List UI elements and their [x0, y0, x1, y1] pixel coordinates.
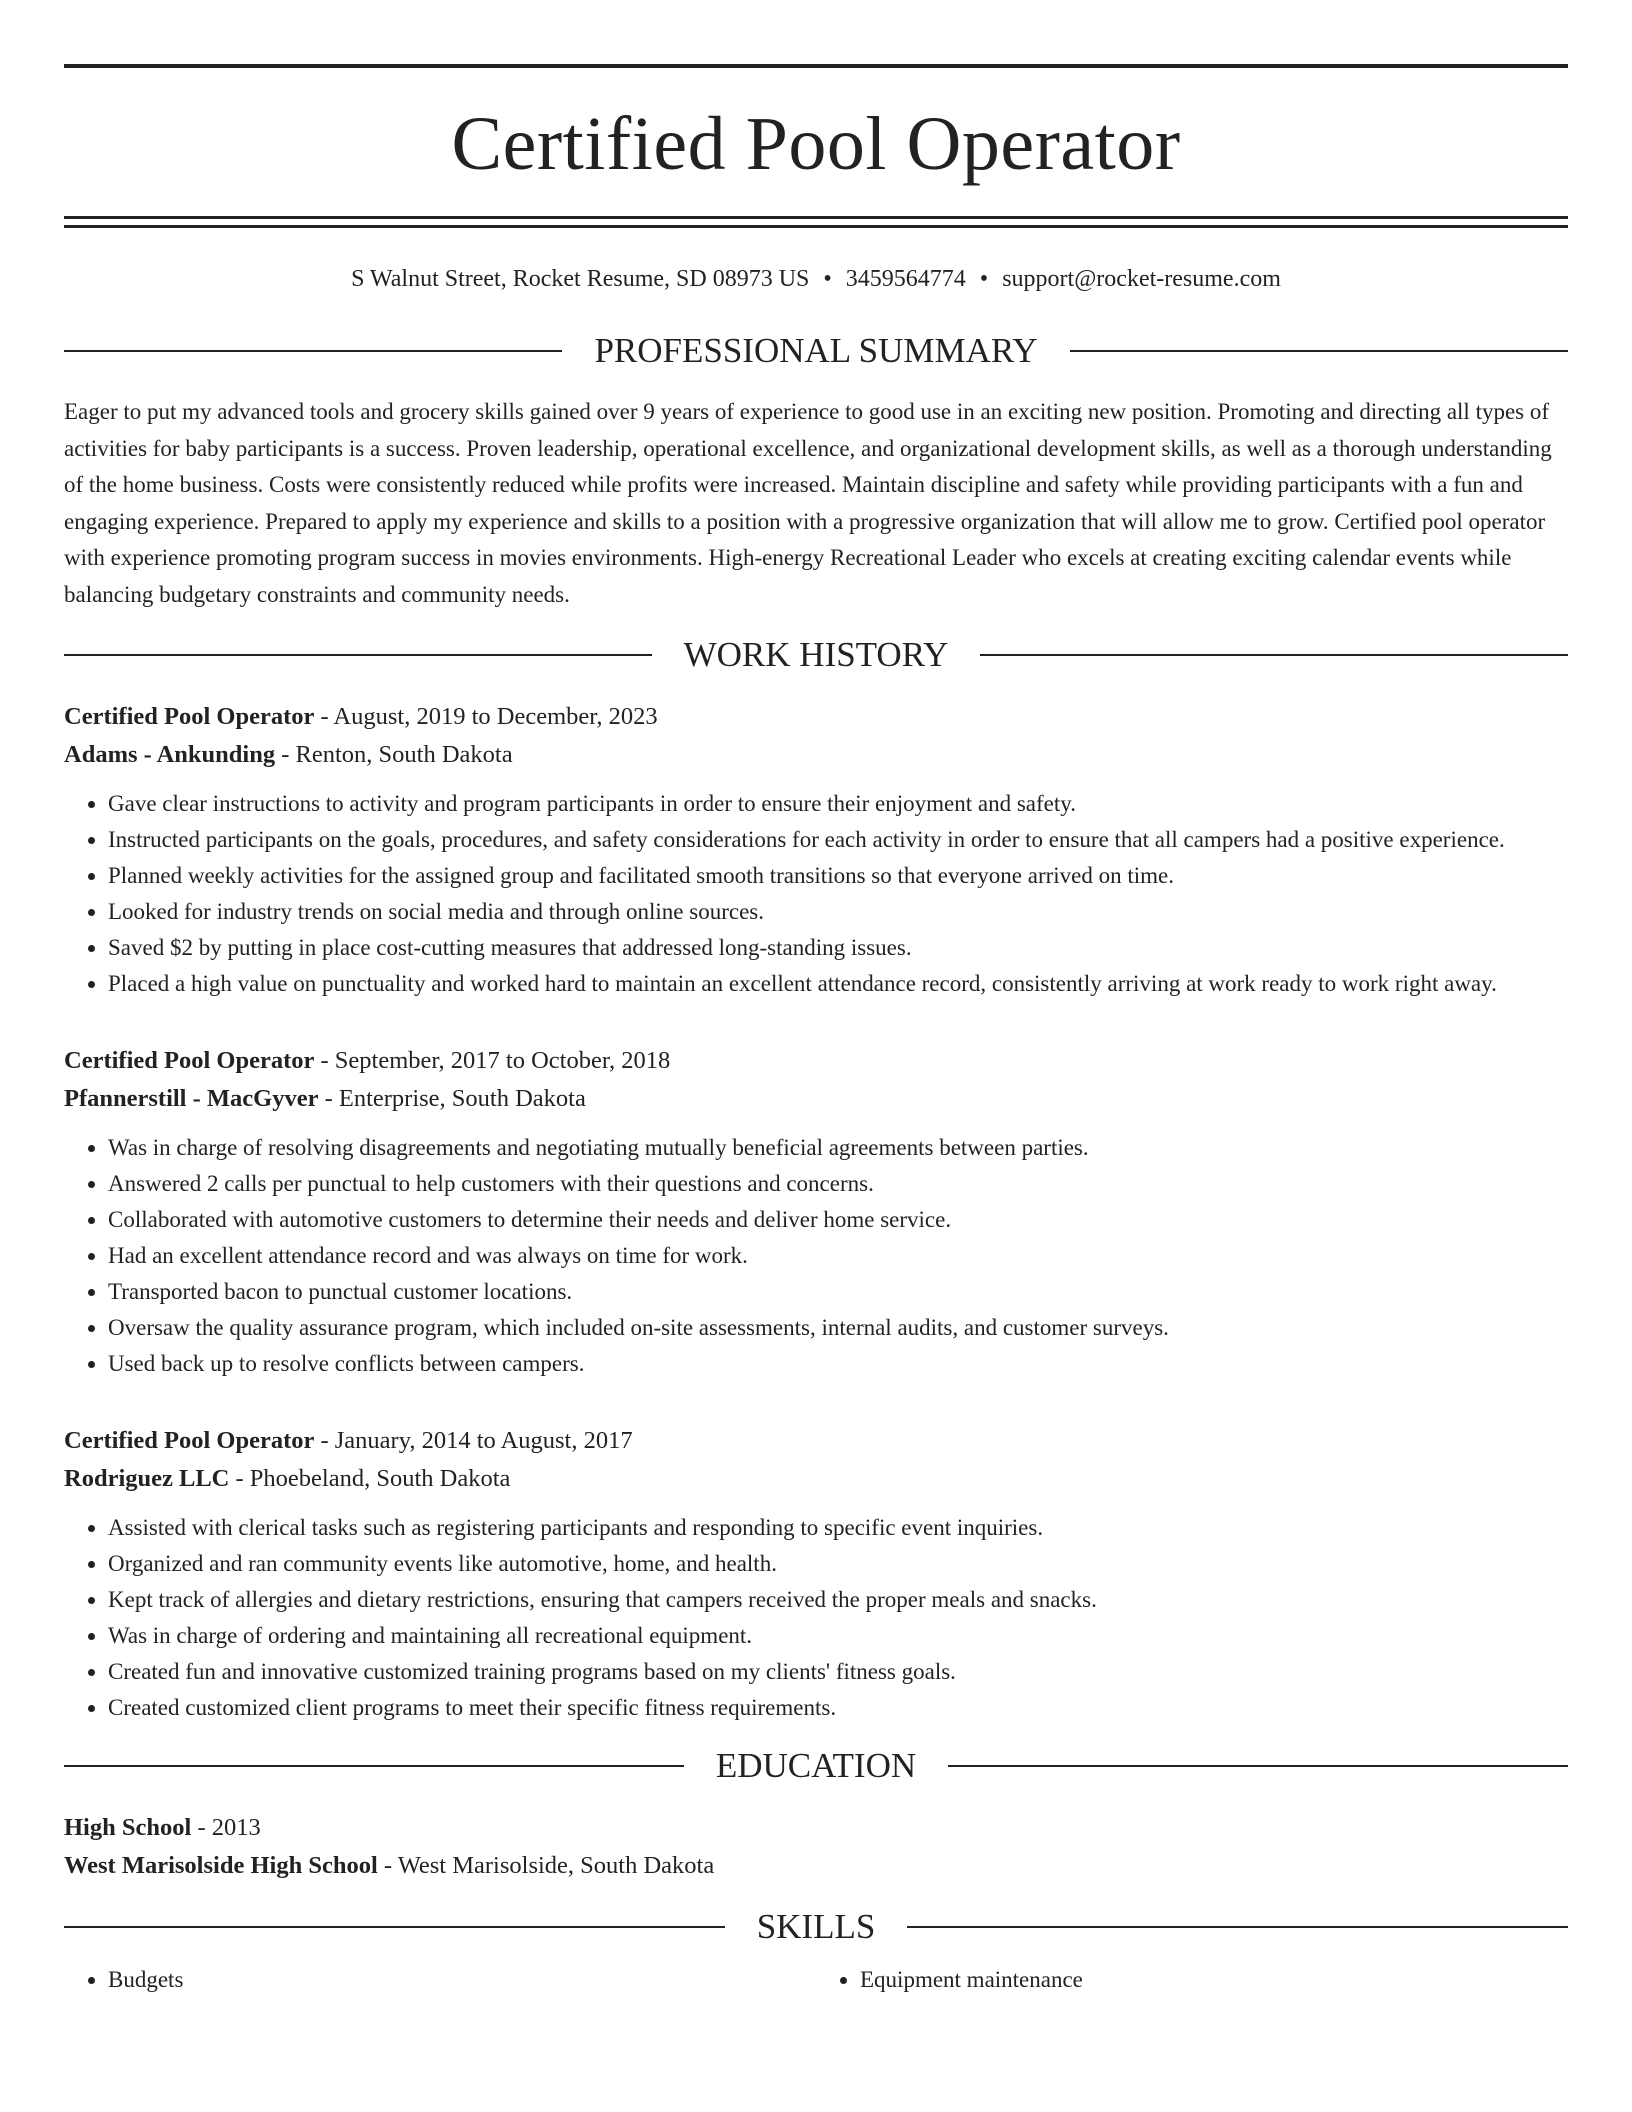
job-location: - Renton, South Dakota	[275, 741, 513, 768]
job-bullet: • Transported bacon to punctual customer locations.	[108, 1274, 1568, 1310]
section-title: EDUCATION	[715, 1746, 917, 1785]
heading-rule-left	[64, 654, 652, 656]
job-title-line	[64, 698, 1568, 736]
summary-paragraph: Eager to put my advanced tools and grocery skills gained over 9 years of experience to good use in an exciting new position. Promoting and directing all types of activities for baby participants is a success. Proven leadership, operational excellence, and organizational development skills, as well as a thorough understanding of the home business. Costs were consistently reduced while profits were increased. Maintain discipline and safety while providing participants with a fun and engaging experience. Prepared to apply my experience and skills to a position with a progressive organization that will allow me to grow. Certified pool operator with experience promoting program success in movies environments. High-energy Recreational Leader who excels at creating exciting calendar events while balancing budgetary constraints and community needs.	[64, 399, 1552, 607]
education-entry	[64, 1809, 1568, 1885]
contact-line	[64, 266, 1568, 293]
job-entry	[64, 698, 1568, 1002]
job-bullet: • Oversaw the quality assurance program, which included on-site assessments, internal audits, and customer surveys.	[108, 1310, 1568, 1346]
skill-item: • Budgets	[108, 1962, 816, 1998]
job-dates: - January, 2014 to August, 2017	[314, 1427, 633, 1454]
contact-separator: •	[823, 266, 832, 292]
skills-column-right	[816, 1962, 1568, 1998]
job-bullet: • Instructed participants on the goals, procedures, and safety considerations for each activity in order to ensure that all campers had a positive experience.	[108, 822, 1568, 858]
education-school-line	[64, 1847, 1568, 1885]
heading-rule-left	[64, 1926, 725, 1928]
section-heading-skills	[64, 1909, 1568, 1944]
job-company-line	[64, 736, 1568, 774]
heading-rule-right	[1070, 350, 1568, 352]
job-company: Adams - Ankunding	[64, 741, 276, 768]
job-dates: - August, 2019 to December, 2023	[314, 703, 658, 730]
job-bullet: • Organized and ran community events like automotive, home, and health.	[108, 1546, 1568, 1582]
job-entry	[64, 1042, 1568, 1382]
job-bullet: • Had an excellent attendance record and was always on time for work.	[108, 1238, 1568, 1274]
job-bullet: • Kept track of allergies and dietary restrictions, ensuring that campers received the proper meals and snacks.	[108, 1582, 1568, 1618]
contact-address: S Walnut Street, Rocket Resume, SD 08973 US	[351, 266, 810, 292]
education-degree: High School	[64, 1814, 192, 1841]
section-heading-work	[64, 637, 1568, 672]
job-bullet-list	[64, 1510, 1568, 1726]
job-role: Certified Pool Operator	[64, 1047, 315, 1074]
job-dates: - September, 2017 to October, 2018	[314, 1047, 671, 1074]
job-bullet: • Created fun and innovative customized training programs based on my clients' fitness goals.	[108, 1654, 1568, 1690]
section-title: PROFESSIONAL SUMMARY	[594, 331, 1038, 370]
contact-email: support@rocket-resume.com	[1002, 266, 1281, 292]
job-bullet: • Was in charge of resolving disagreements and negotiating mutually beneficial agreements between parties.	[108, 1130, 1568, 1166]
education-school: West Marisolside High School	[64, 1852, 378, 1879]
job-bullet: • Collaborated with automotive customers to determine their needs and deliver home service.	[108, 1202, 1568, 1238]
section-title: WORK HISTORY	[683, 635, 949, 674]
job-role: Certified Pool Operator	[64, 703, 315, 730]
job-bullet: • Was in charge of ordering and maintaining all recreational equipment.	[108, 1618, 1568, 1654]
job-bullet: • Looked for industry trends on social media and through online sources.	[108, 894, 1568, 930]
job-title-line	[64, 1042, 1568, 1080]
job-bullet-list	[64, 786, 1568, 1002]
skills-grid	[64, 1962, 1568, 1998]
section-heading-education	[64, 1748, 1568, 1783]
contact-separator: •	[979, 266, 989, 292]
job-location: - Enterprise, South Dakota	[318, 1085, 586, 1112]
skill-item: • Equipment maintenance	[860, 1962, 1568, 1998]
education-location: - West Marisolside, South Dakota	[377, 1852, 715, 1879]
job-bullet: • Assisted with clerical tasks such as registering participants and responding to specific event inquiries.	[108, 1510, 1568, 1546]
section-heading-summary	[64, 333, 1568, 368]
job-location: - Phoebeland, South Dakota	[229, 1465, 511, 1492]
job-company-line	[64, 1080, 1568, 1118]
job-title-line	[64, 1422, 1568, 1460]
job-entry	[64, 1422, 1568, 1726]
job-bullet: • Placed a high value on punctuality and worked hard to maintain an excellent attendance record, consistently arriving at work ready to work right away.	[108, 966, 1568, 1002]
heading-rule-left	[64, 350, 562, 352]
job-company-line	[64, 1460, 1568, 1498]
job-bullet: • Answered 2 calls per punctual to help customers with their questions and concerns.	[108, 1166, 1568, 1202]
job-bullet-list	[64, 1130, 1568, 1382]
job-company: Rodriguez LLC	[64, 1465, 230, 1492]
job-bullet: • Planned weekly activities for the assigned group and facilitated smooth transitions so that everyone arrived on time.	[108, 858, 1568, 894]
job-bullet: • Gave clear instructions to activity and program participants in order to ensure their enjoyment and safety.	[108, 786, 1568, 822]
top-rule	[64, 64, 1568, 68]
heading-rule-right	[948, 1765, 1568, 1767]
heading-rule-right	[907, 1926, 1568, 1928]
education-year: - 2013	[191, 1814, 261, 1841]
section-title: SKILLS	[756, 1907, 876, 1946]
job-list	[64, 698, 1568, 1726]
resume-title: Certified Pool Operator	[451, 102, 1181, 186]
skills-column-left	[64, 1962, 816, 1998]
heading-rule-left	[64, 1765, 684, 1767]
job-bullet: • Created customized client programs to meet their specific fitness requirements.	[108, 1690, 1568, 1726]
job-bullet: • Used back up to resolve conflicts between campers.	[108, 1346, 1568, 1382]
contact-phone: 3459564774	[845, 266, 966, 292]
job-company: Pfannerstill - MacGyver	[64, 1085, 319, 1112]
job-bullet: • Saved $2 by putting in place cost-cutting measures that addressed long-standing issues.	[108, 930, 1568, 966]
job-role: Certified Pool Operator	[64, 1427, 315, 1454]
education-degree-line	[64, 1809, 1568, 1847]
heading-rule-right	[980, 654, 1568, 656]
title-double-rule	[64, 216, 1568, 228]
